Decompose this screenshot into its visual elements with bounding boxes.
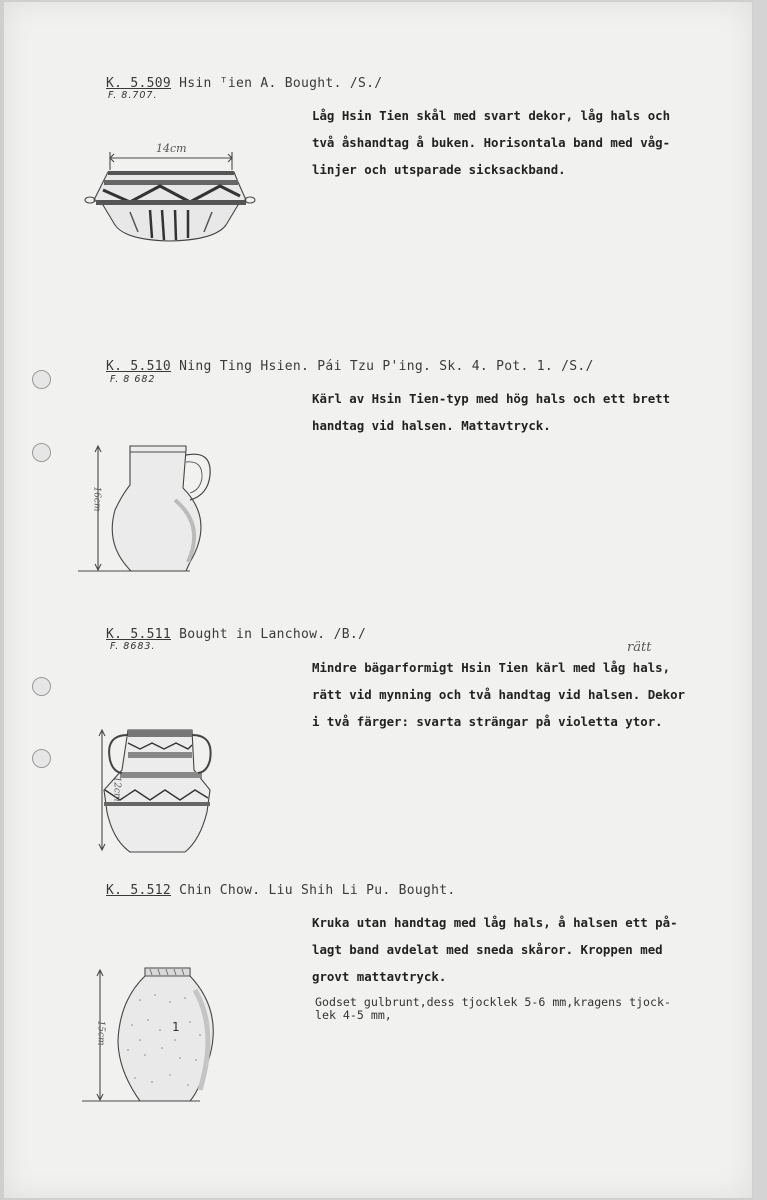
entry-header-text: Chin Chow. Liu Shih Li Pu. Bought. bbox=[179, 883, 456, 898]
drawing-label: 1 bbox=[172, 1020, 180, 1034]
handwritten-annotation: rätt bbox=[627, 640, 652, 655]
catalog-number: K. 5.511 bbox=[106, 627, 172, 642]
entry-note: Godset gulbrunt,dess tjocklek 5-6 mm,kragens tjock- lek 4-5 mm, bbox=[315, 995, 671, 1022]
dimension-label: 14cm bbox=[156, 142, 187, 155]
dimension-label: 15cm bbox=[95, 1020, 106, 1046]
entry-header-text: Hsin ᵀien A. Bought. /S./ bbox=[179, 76, 383, 91]
field-number: F. 8.707. bbox=[108, 90, 158, 101]
entry-description: Mindre bägarformigt Hsin Tien kärl med låg hals, rätt vid mynning och två handtag vid halsen. Dekor i två färger: svarta strängar på violetta ytor. bbox=[312, 660, 685, 729]
entry-header-text: Ning Ting Hsien. Pái Tzu P'ing. Sk. 4. Pot. 1. /S./ bbox=[179, 359, 594, 374]
entry-description: Kruka utan handtag med låg hals, å halsen ett på- lagt band avdelat med sneda skåror. Kroppen med grovt mattavtryck. bbox=[312, 915, 678, 984]
catalog-number: K. 5.512 bbox=[106, 883, 172, 898]
entry-description: Kärl av Hsin Tien-typ med hög hals och ett brett handtag vid halsen. Mattavtryck. bbox=[312, 391, 671, 433]
dimension-label: 12cm bbox=[111, 776, 122, 802]
entry-header-text: Bought in Lanchow. /B./ bbox=[179, 627, 367, 642]
catalog-number: K. 5.509 bbox=[106, 76, 172, 91]
field-number: F. 8 682 bbox=[110, 374, 156, 385]
field-number: F. 8683. bbox=[110, 641, 156, 652]
entry-description: Låg Hsin Tien skål med svart dekor, låg hals och två åshandtag å buken. Horisontala band med våg- linjer och utsparade sicksackband. bbox=[312, 108, 671, 177]
catalog-number: K. 5.510 bbox=[106, 359, 172, 374]
dimension-label: 16cm bbox=[91, 486, 102, 512]
